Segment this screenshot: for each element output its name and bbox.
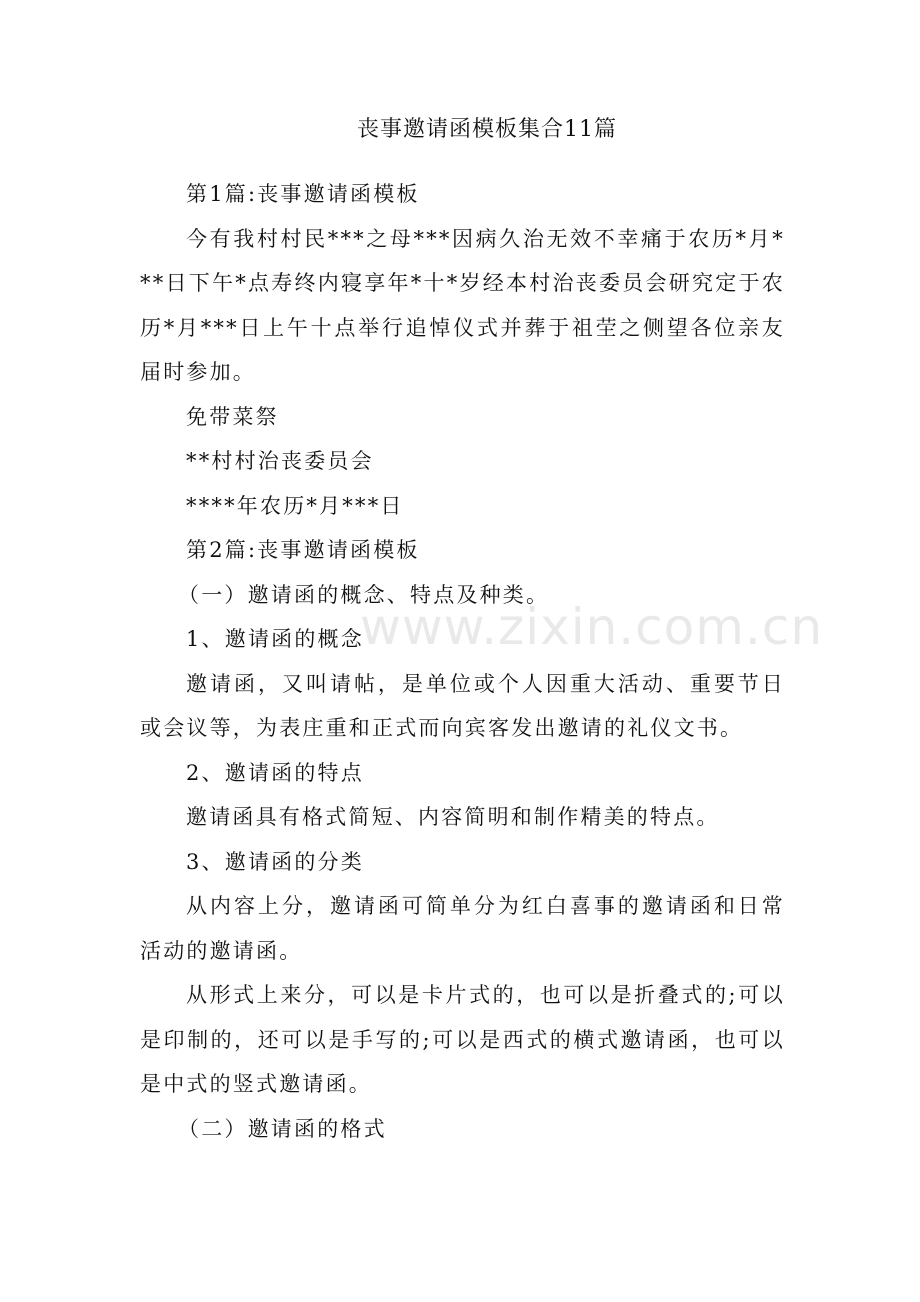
document-body bbox=[140, 172, 785, 1151]
watermark: www.zixin.com.cn bbox=[360, 598, 824, 656]
item-heading-types: 3、邀请函的分类 bbox=[186, 849, 364, 874]
section-heading-1: 第1篇:丧事邀请函模板 bbox=[186, 182, 420, 206]
paragraph-types-form: 从形式上来分，可以是卡片式的，也可以是折叠式的;可以是印制的，还可以是手写的;可以是西式的横式邀请函，也可以是中式的竖式邀请函。 bbox=[140, 983, 785, 1096]
paragraph-features: 邀请函具有格式简短、内容简明和制作精美的特点。 bbox=[186, 805, 720, 829]
subsection-heading-1: （一）邀请函的概念、特点及种类。 bbox=[178, 582, 550, 607]
paragraph-date: ****年农历*月***日 bbox=[186, 493, 404, 518]
document-title: 丧事邀请函模板集合11篇 bbox=[357, 117, 617, 142]
paragraph-types-content: 从内容上分，邀请函可简单分为红白喜事的邀请函和日常活动的邀请函。 bbox=[140, 894, 785, 963]
subsection-heading-2: （二）邀请函的格式 bbox=[178, 1116, 387, 1141]
paragraph-no-offerings: 免带菜祭 bbox=[186, 404, 279, 429]
item-heading-features: 2、邀请函的特点 bbox=[186, 760, 364, 785]
paragraph-notice: 今有我村村民***之母***因病久治无效不幸痛于农历*月***日下午*点寿终内寝享年*十*岁经本村治丧委员会研究定于农历*月***日上午十点举行追悼仪式并葬于祖茔之侧望各位亲友届时参加。 bbox=[140, 226, 785, 384]
paragraph-concept: 邀请函，又叫请帖，是单位或个人因重大活动、重要节日或会议等，为表庄重和正式而向宾客发出邀请的礼仪文书。 bbox=[140, 671, 785, 740]
section-heading-2: 第2篇:丧事邀请函模板 bbox=[186, 538, 420, 562]
paragraph-committee: **村村治丧委员会 bbox=[186, 449, 374, 473]
item-heading-concept: 1、邀请函的概念 bbox=[186, 627, 364, 651]
